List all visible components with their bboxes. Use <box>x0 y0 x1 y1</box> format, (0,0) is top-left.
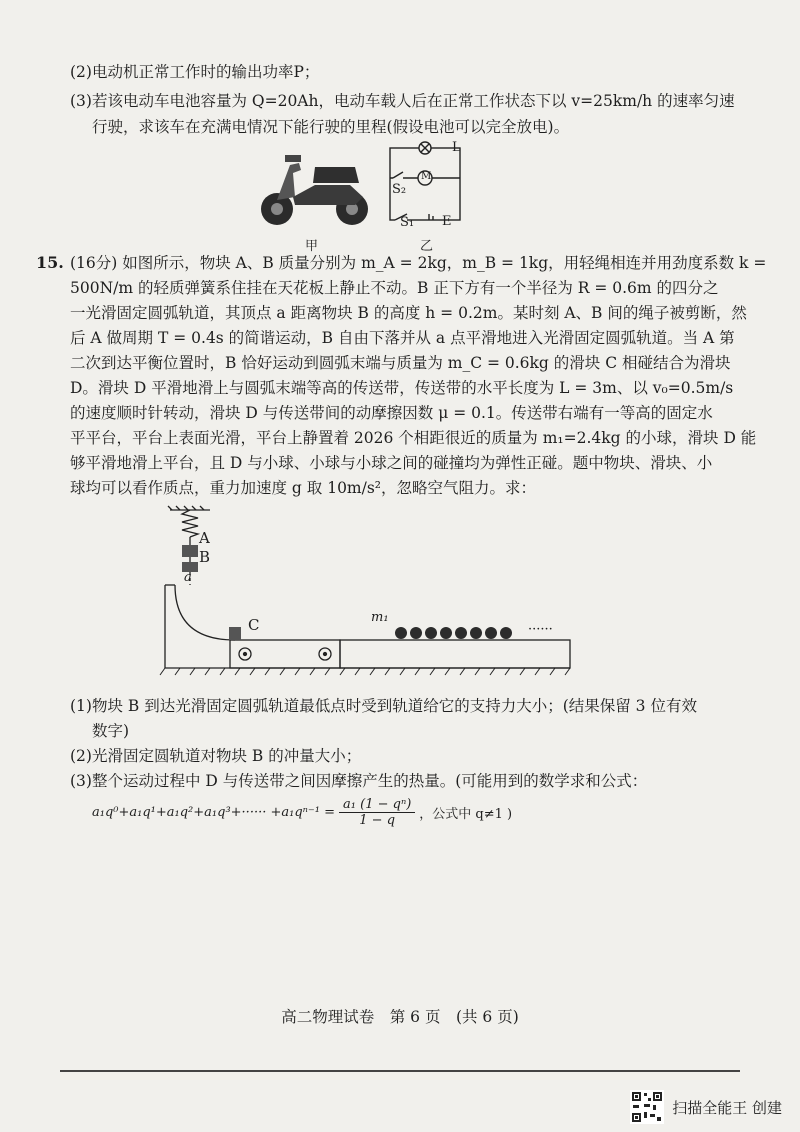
figure-label-m1: m₁ <box>371 610 389 625</box>
figure-label-yi: 乙 <box>420 239 434 254</box>
figure-label-point-a: a <box>184 570 192 585</box>
figure-label-jia: 甲 <box>305 239 319 254</box>
figure-label-a-block: A <box>199 529 210 547</box>
qr-code-icon <box>630 1090 664 1124</box>
problem-text-line: 500N/m 的轻质弹簧系住挂在天花板上静止不动。B 正下方有一个半径为 R = 0.6m 的四分之 <box>70 279 719 297</box>
figure-label-c-block: C <box>248 616 260 634</box>
problem-number: 15. <box>36 253 64 272</box>
subquestion-3: (3)整个运动过程中 D 与传送带之间因摩擦产生的热量。(可能用到的数学求和公式： <box>70 772 648 790</box>
formula-numerator: a₁ (1 − qⁿ) <box>339 797 415 813</box>
circuit-label-l: L <box>452 140 461 155</box>
scooter-figure <box>255 145 375 230</box>
figure-label-b-block: B <box>199 548 211 566</box>
problem-text-line: 二次到达平衡位置时，B 恰好运动到圆弧末端与质量为 m_C = 0.6kg 的滑块 C 相碰结合为滑块 <box>70 354 731 372</box>
circuit-label-m: M <box>421 171 432 182</box>
scanner-watermark-text: 扫描全能王 创建 <box>672 1098 782 1117</box>
figure-label-dots: ······ <box>528 622 553 637</box>
sum-formula <box>92 797 512 828</box>
mechanics-figure <box>150 505 580 680</box>
circuit-label-s1: S₁ <box>400 215 415 230</box>
problem-text-line: 后 A 做周期 T = 0.4s 的简谐运动，B 自由下落并从 a 点平滑地进入光滑固定圆弧轨道。当 A 第 <box>70 329 735 347</box>
question-2: (2)电动机正常工作时的输出功率P； <box>70 63 320 81</box>
formula-denominator: 1 − q <box>359 813 396 828</box>
subquestion-1-line1: (1)物块 B 到达光滑固定圆弧轨道最低点时受到轨道给它的支持力大小；(结果保留 3 位有效 <box>70 697 697 715</box>
circuit-label-e: E <box>442 214 452 229</box>
formula-tail: ，公式中 q≠1 ) <box>419 807 513 822</box>
question-3-line1: (3)若该电动车电池容量为 Q=20Ah，电动车载人后在正常工作状态下以 v=25km/h 的速率匀速 <box>70 92 735 110</box>
formula-fraction <box>339 797 415 828</box>
problem-text-line: 平平台，平台上表面光滑，平台上静置着 2026 个相距很近的质量为 m₁=2.4kg 的小球，滑块 D 能 <box>70 429 757 447</box>
problem-text-line: (16分) 如图所示，物块 A、B 质量分别为 m_A = 2kg，m_B = 1kg，用轻绳相连并用劲度系数 k = <box>70 254 767 272</box>
problem-text-line: 一光滑固定圆弧轨道，其顶点 a 距离物块 B 的高度 h = 0.2m。某时刻 A、B 间的绳子被剪断，然 <box>70 304 747 322</box>
problem-text-line: 的速度顺时针转动，滑块 D 与传送带间的动摩擦因数 μ = 0.1。传送带右端有一等高的固定水 <box>70 404 713 422</box>
problem-text-line: 够平滑地滑上平台，且 D 与小球、小球与小球之间的碰撞均为弹性正碰。题中物块、滑块、小 <box>70 454 713 472</box>
question-3-line2: 行驶，求该车在充满电情况下能行驶的里程(假设电池可以完全放电)。 <box>92 118 570 136</box>
problem-text-line: 球均可以看作质点，重力加速度 g 取 10m/s²，忽略空气阻力。求： <box>70 479 537 497</box>
problem-text-line: D。滑块 D 平滑地滑上与圆弧末端等高的传送带，传送带的水平长度为 L = 3m、以 v₀=0.5m/s <box>70 379 734 397</box>
subquestion-1-line2: 数字) <box>92 722 130 740</box>
subquestion-2: (2)光滑固定圆轨道对物块 B 的冲量大小； <box>70 747 362 765</box>
bottom-rule <box>60 1070 740 1072</box>
formula-lhs: a₁q⁰+a₁q¹+a₁q²+a₁q³+······ +a₁qⁿ⁻¹ = <box>92 805 336 820</box>
page-footer: 高二物理试卷 第 6 页 (共 6 页) <box>281 1008 519 1026</box>
scanner-watermark <box>630 1090 782 1124</box>
circuit-label-s2: S₂ <box>392 182 407 197</box>
